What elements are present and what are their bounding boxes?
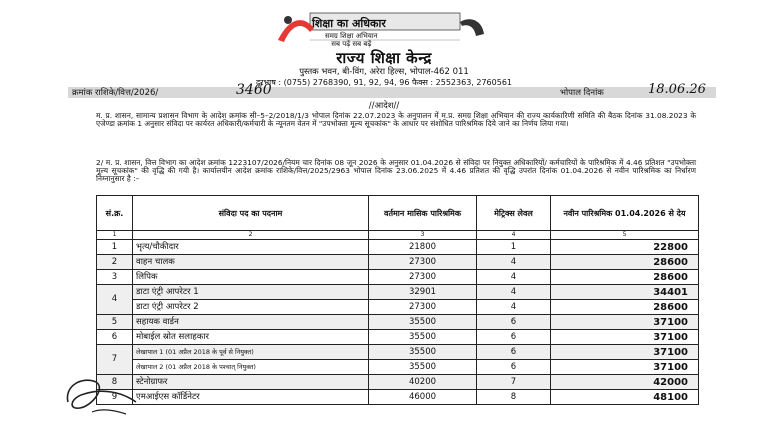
reference-date-handwritten: 18.06.26: [648, 82, 706, 97]
cell-revised-pay: 42000: [551, 375, 699, 390]
cell-post: एमआईएस कॉर्डिनेटर: [133, 390, 369, 405]
cell-revised-pay: 28600: [551, 300, 699, 315]
cell-revised-pay: 34401: [551, 285, 699, 300]
table-row: [97, 345, 699, 360]
index-cell: 1: [97, 231, 133, 240]
table-row: [97, 270, 699, 285]
logo-subtitle: [325, 32, 378, 48]
table-row: [97, 390, 699, 405]
cell-serial: 1: [97, 240, 133, 255]
reference-strip: [68, 87, 716, 98]
cell-post: लेखापाल 1 (01 अप्रैल 2018 के पूर्व से नियुक्त): [133, 345, 369, 360]
index-cell: 3: [369, 231, 477, 240]
cell-revised-pay: 37100: [551, 345, 699, 360]
index-cell: 5: [551, 231, 699, 240]
cell-post: वाहन चालक: [133, 255, 369, 270]
cell-matrix-level: 4: [477, 270, 551, 285]
cell-matrix-level: 1: [477, 240, 551, 255]
cell-matrix-level: 8: [477, 390, 551, 405]
table-row: [97, 300, 699, 315]
cell-matrix-level: 4: [477, 300, 551, 315]
cell-post: भृत्य/चौकीदार: [133, 240, 369, 255]
table-row: [97, 330, 699, 345]
header-matrix-level: मेट्रिक्स लेवल: [477, 196, 551, 231]
cell-revised-pay: 22800: [551, 240, 699, 255]
handwritten-signature: [62, 372, 142, 416]
cell-matrix-level: 4: [477, 285, 551, 300]
reference-number-handwritten: 3460: [236, 82, 272, 98]
remuneration-table: [96, 195, 699, 405]
organization-title: राज्य शिक्षा केन्द्र: [336, 49, 432, 67]
table-index-row: [97, 231, 699, 240]
logo-subtitle-line-1: समग्र शिक्षा अभियान: [325, 32, 378, 40]
cell-serial: 8: [97, 375, 133, 390]
cell-current-pay: 35500: [369, 315, 477, 330]
cell-post: स्टेनोग्राफर: [133, 375, 369, 390]
cell-current-pay: 35500: [369, 345, 477, 360]
table-row: [97, 255, 699, 270]
cell-current-pay: 27300: [369, 255, 477, 270]
cell-post: सहायक वार्डन: [133, 315, 369, 330]
cell-post: लेखापाल 2 (01 अप्रैल 2018 के पश्चात् नियुक्त): [133, 360, 369, 375]
logo-subtitle-line-2: सब पढ़ें सब बढ़ें: [331, 40, 372, 48]
header-post: संविदा पद का पदनाम: [133, 196, 369, 231]
cell-serial: 3: [97, 270, 133, 285]
cell-matrix-level: 6: [477, 360, 551, 375]
organization-phone: दूरभाष : (0755) 2768390, 91, 92, 94, 96 फैक्स : 2552363, 2760561: [255, 78, 512, 87]
cell-current-pay: 21800: [369, 240, 477, 255]
cell-serial: 9: [97, 390, 133, 405]
cell-current-pay: 46000: [369, 390, 477, 405]
cell-current-pay: 35500: [369, 330, 477, 345]
cell-revised-pay: 37100: [551, 330, 699, 345]
cell-revised-pay: 48100: [551, 390, 699, 405]
logo-title: शिक्षा का अधिकार: [312, 17, 386, 30]
cell-revised-pay: 28600: [551, 270, 699, 285]
table-row: [97, 360, 699, 375]
cell-matrix-level: 6: [477, 315, 551, 330]
cell-post: मोबाईल स्रोत सलाहकार: [133, 330, 369, 345]
table-row: [97, 240, 699, 255]
cell-matrix-level: 7: [477, 375, 551, 390]
index-cell: 2: [133, 231, 369, 240]
cell-post: डाटा एंट्री आपरेटर 2: [133, 300, 369, 315]
cell-current-pay: 40200: [369, 375, 477, 390]
cell-matrix-level: 4: [477, 255, 551, 270]
header-current-pay: वर्तमान मासिक पारिश्रमिक: [369, 196, 477, 231]
header-revised-pay: नवीन पारिश्रमिक 01.04.2026 से देय: [551, 196, 699, 231]
table-row: [97, 285, 699, 300]
order-paragraph-2: 2/ म. प्र. शासन, वित्त विभाग का आदेश क्रमांक 1223107/2026/नियम चार दिनांक 08 जून 2026 के अनुसार 01.04.2026 से संविदा पर नियुक्त अधिकारियों/ कर्मचारियों के पारिश्रमिक में 4.46 प्रतिशत "उपभोक्ता मूल्य सूचकांक" की वृद्धि की गयी है। कार्यालयीन आदेश क्रमांक राशिके/वित्त/2025/2963 भोपाल दिनांक 23.06.2025 में 4.46 प्रतिशत की वृद्धि उपरांत दिनांक 01.04.2026 से नवीन पारिश्रमिक का निर्धारण निम्नानुसार है :–: [96, 158, 696, 184]
cell-current-pay: 27300: [369, 300, 477, 315]
cell-current-pay: 32901: [369, 285, 477, 300]
cell-matrix-level: 6: [477, 330, 551, 345]
cell-serial: 4: [97, 285, 133, 315]
table-header-row: [97, 196, 699, 231]
cell-revised-pay: 37100: [551, 315, 699, 330]
cell-serial: 7: [97, 345, 133, 375]
order-paragraph-1: म. प्र. शासन, सामान्य प्रशासन विभाग के आदेश क्रमांक सी–5–2/2018/1/3 भोपाल दिनांक 22.07.2023 के अनुपालन में म.प्र. समग्र शिक्षा अभियान की राज्य कार्यकारिणी समिति की बैठक दिनांक 31.08.2023 के एजेण्डा क्रमांक 1 अनुसार संविदा पर कार्यरत अधिकारी/कर्मचारी के न्यूनतम वेतन में "उपभोक्ता मूल्य सूचकांक" के आधार पर संशोधित पारिश्रमिक दिये जाने का निर्णय लिया गया।: [96, 111, 696, 129]
table-row: [97, 315, 699, 330]
reference-number-label: क्रमांक राशिके/वित्त/2026/: [72, 88, 159, 98]
cell-current-pay: 27300: [369, 270, 477, 285]
organization-address: पुस्तक भवन, बी-विंग, अरेरा हिल्स, भोपाल-462 011: [299, 67, 469, 77]
cell-serial: 5: [97, 315, 133, 330]
cell-post: लिपिक: [133, 270, 369, 285]
header-serial: सं.क्र.: [97, 196, 133, 231]
cell-current-pay: 35500: [369, 360, 477, 375]
cell-matrix-level: 6: [477, 345, 551, 360]
cell-serial: 2: [97, 255, 133, 270]
reference-date-label: भोपाल दिनांक: [560, 88, 604, 98]
cell-revised-pay: 37100: [551, 360, 699, 375]
cell-post: डाटा एंट्री आपरेटर 1: [133, 285, 369, 300]
cell-serial: 6: [97, 330, 133, 345]
index-cell: 4: [477, 231, 551, 240]
cell-revised-pay: 28600: [551, 255, 699, 270]
order-heading: //आदेश//: [368, 101, 400, 111]
table-row: [97, 375, 699, 390]
